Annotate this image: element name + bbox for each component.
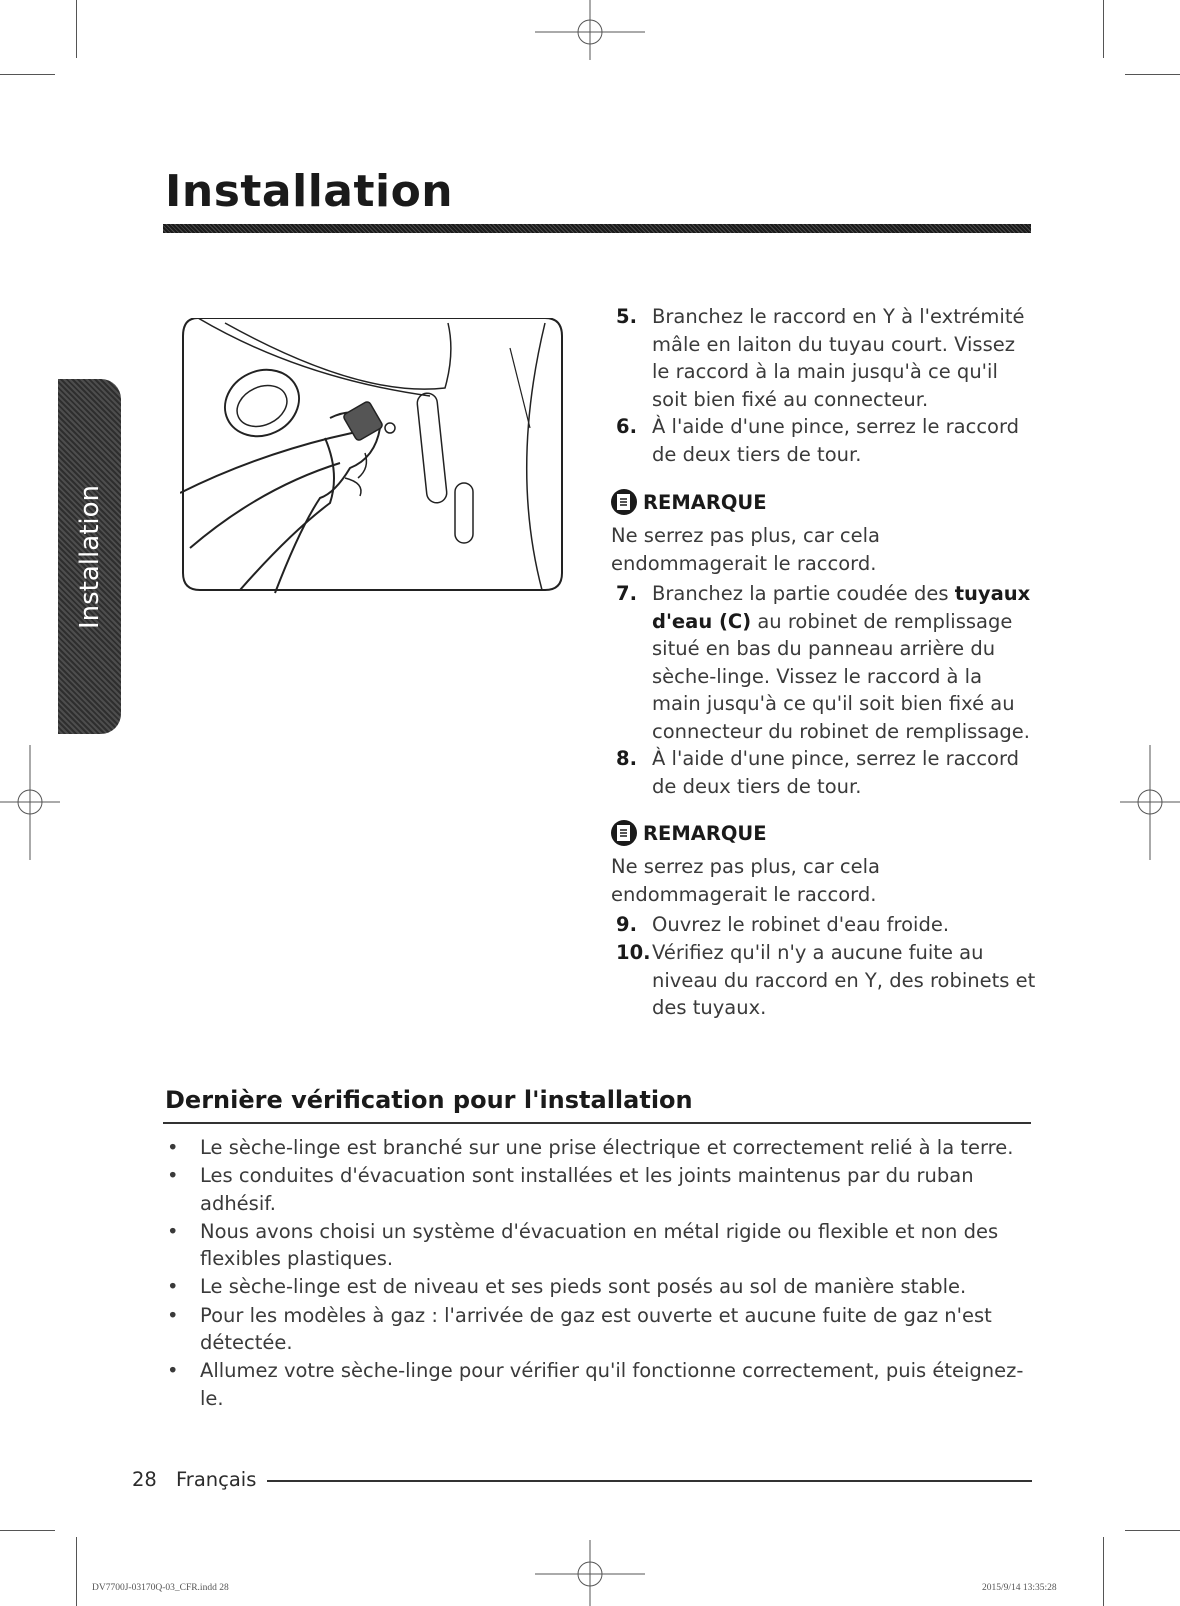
bullet-icon: • xyxy=(167,1359,179,1383)
side-tab xyxy=(58,379,121,734)
step-number: 9. xyxy=(616,913,637,936)
step-text xyxy=(616,580,1036,745)
list-item xyxy=(165,1134,1045,1161)
bullet-icon: • xyxy=(167,1164,179,1188)
registration-mark-bottom xyxy=(535,1540,645,1606)
registration-mark-left xyxy=(0,745,60,860)
list-item-text: Nous avons choisi un système d'évacuation en métal rigide ou flexible et non des flexibles plastiques. xyxy=(200,1219,999,1271)
page-language: Français xyxy=(176,1468,257,1491)
note-heading xyxy=(611,820,767,846)
list-item-text: Pour les modèles à gaz : l'arrivée de gaz est ouverte et aucune fuite de gaz n'est détectée. xyxy=(200,1303,992,1355)
step-8 xyxy=(616,745,1036,800)
note-body: Ne serrez pas plus, car cela endommagerait le raccord. xyxy=(611,524,881,575)
list-item xyxy=(165,1218,1045,1273)
step-number: 5. xyxy=(616,305,637,328)
step-text: Ouvrez le robinet d'eau froide. xyxy=(652,913,950,936)
list-item xyxy=(165,1273,1045,1300)
list-item xyxy=(165,1357,1045,1412)
section-rule xyxy=(163,1122,1031,1124)
note-icon xyxy=(611,820,637,846)
list-item-text: Le sèche-linge est branché sur une prise électrique et correctement relié à la terre. xyxy=(200,1136,1014,1159)
step-number: 10. xyxy=(616,941,651,964)
list-item-text: Le sèche-linge est de niveau et ses pieds sont posés au sol de manière stable. xyxy=(200,1275,967,1299)
step-text-part: au robinet de remplissage situé en bas du panneau arrière du sèche-linge. Vissez le raccord à la main jusqu'à ce qu'il soit bien fixé au connecteur du robinet de remplissage. xyxy=(652,609,1030,743)
step-6 xyxy=(616,413,1036,468)
registration-mark-top xyxy=(535,0,645,60)
note-heading-text: REMARQUE xyxy=(643,490,767,514)
page-title: Installation xyxy=(165,166,454,217)
footer-rule xyxy=(267,1480,1032,1482)
list-item-text: Allumez votre sèche-linge pour vérifier qu'il fonctionne correctement, puis éteignez-le. xyxy=(200,1359,1024,1410)
registration-mark-right xyxy=(1120,745,1180,860)
list-item xyxy=(165,1302,1045,1357)
title-rule xyxy=(163,224,1031,233)
note-heading xyxy=(611,489,767,515)
step-text: À l'aide d'une pince, serrez le raccord de deux tiers de tour. xyxy=(652,415,1020,466)
side-tab-label: Installation xyxy=(74,484,105,629)
list-item-text: Les conduites d'évacuation sont installées et les joints maintenus par du ruban adhésif. xyxy=(200,1164,974,1215)
step-9 xyxy=(616,911,1036,939)
step-10 xyxy=(616,939,1036,1022)
step-number: 6. xyxy=(616,415,637,438)
page-number: 28 xyxy=(132,1468,157,1491)
section-title: Dernière vérification pour l'installation xyxy=(165,1086,693,1114)
hose-reference: tuyaux d'eau (C) xyxy=(652,582,1031,633)
step-text: Vérifiez qu'il n'y a aucune fuite au niveau du raccord en Y, des robinets et des tuyaux. xyxy=(652,941,1036,1019)
step-number: 8. xyxy=(616,747,637,770)
bullet-icon: • xyxy=(167,1275,179,1299)
checklist xyxy=(165,1134,1045,1413)
bullet-icon: • xyxy=(167,1219,179,1243)
note-heading-text: REMARQUE xyxy=(643,821,767,845)
print-slug-timestamp: 2015/9/14 13:35:28 xyxy=(982,1583,1057,1593)
hose-connection-illustration xyxy=(180,318,565,598)
step-5 xyxy=(616,303,1036,413)
note-icon xyxy=(611,489,637,515)
step-7 xyxy=(616,580,1036,745)
bullet-icon: • xyxy=(167,1303,179,1327)
list-item xyxy=(165,1162,1045,1217)
step-number: 7. xyxy=(616,582,637,605)
step-text-part: Branchez la partie coudée des xyxy=(652,582,955,605)
step-text: À l'aide d'une pince, serrez le raccord de deux tiers de tour. xyxy=(652,747,1020,798)
print-slug-file: DV7700J-03170Q-03_CFR.indd 28 xyxy=(92,1583,229,1593)
note-body: Ne serrez pas plus, car cela endommagerait le raccord. xyxy=(611,855,881,906)
bullet-icon: • xyxy=(167,1136,179,1159)
step-text: Branchez le raccord en Y à l'extrémité mâle en laiton du tuyau court. Vissez le raccord à la main jusqu'à ce qu'il soit bien fixé au connecteur. xyxy=(652,305,1025,411)
